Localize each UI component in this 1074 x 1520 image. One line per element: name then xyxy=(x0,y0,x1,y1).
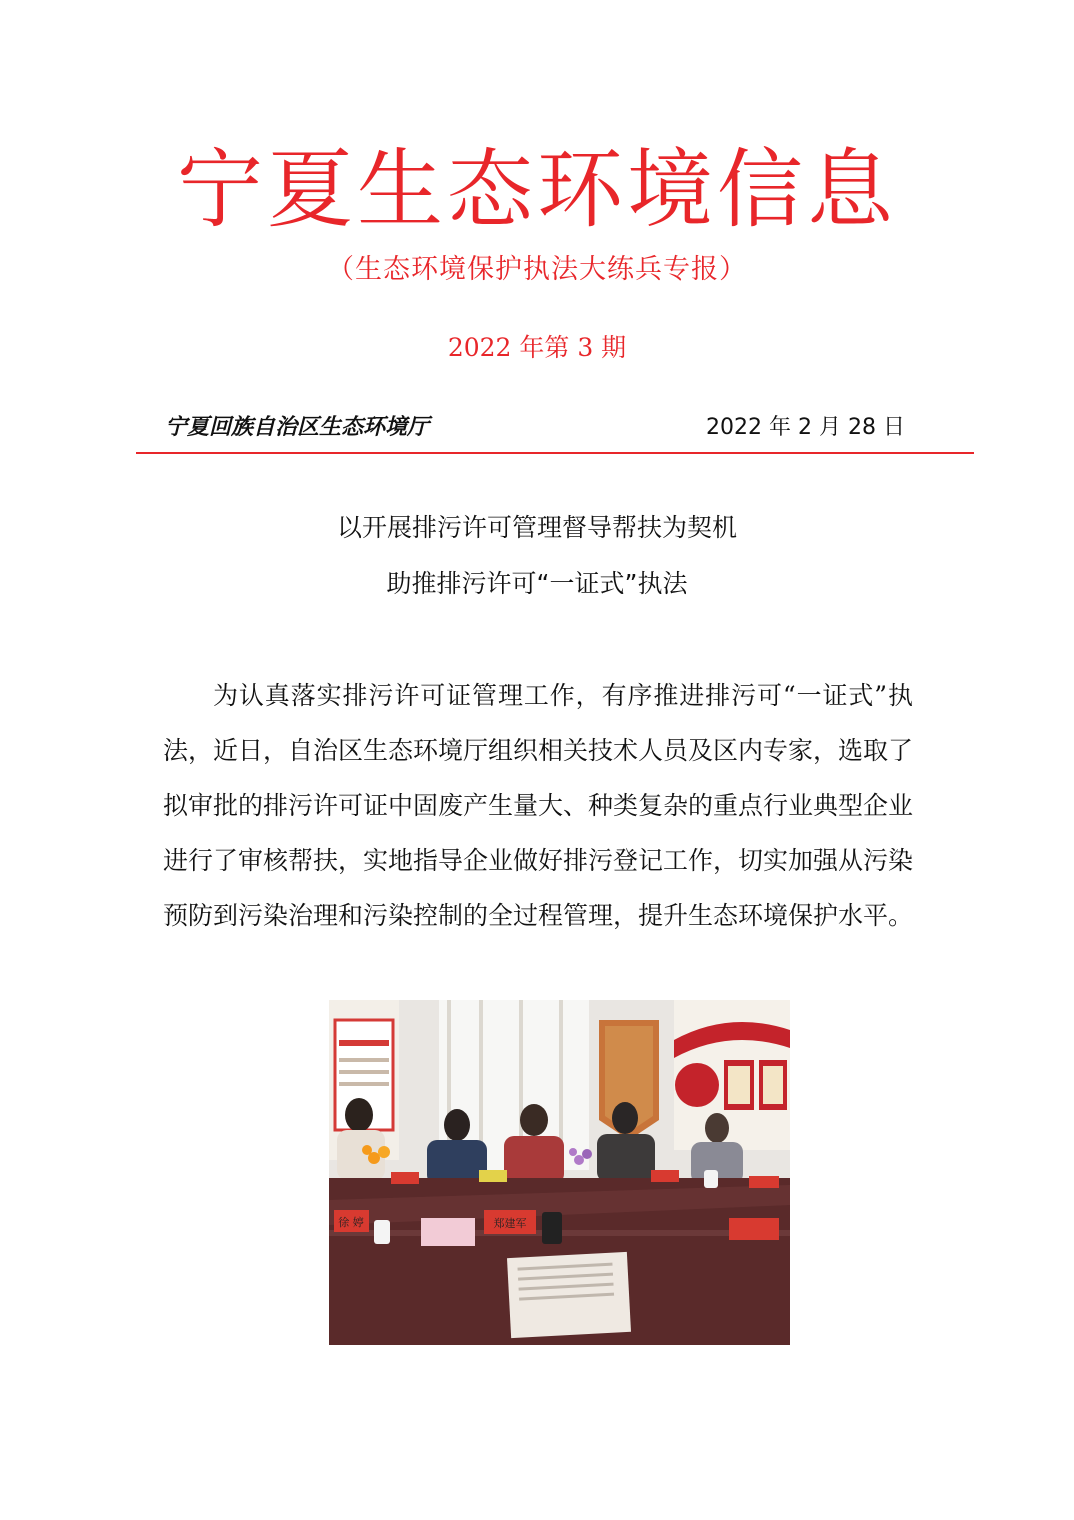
red-divider xyxy=(136,452,974,454)
publisher: 宁夏回族自治区生态环境厅 xyxy=(165,415,430,440)
info-row xyxy=(165,410,905,446)
masthead-subtitle: （生态环境保护执法大练兵专报） xyxy=(327,254,747,285)
article-body: 为认真落实排污许可证管理工作，有序推进排污可“一证式”执法，近日，自治区生态环境厅组织相关技术人员及区内专家，选取了拟审批的排污许可证中固废产生量大、种类复杂的重点行业典型企业进行了审核帮扶，实地指导企业做好排污登记工作，切实加强从污染预防到污染治理和污染控制的全过程管理，提升生态环境保护水平。 xyxy=(163,681,914,930)
meeting-photo-illustration xyxy=(329,1000,790,1345)
issue-number: 2022 年第 3 期 xyxy=(447,333,627,362)
publish-date: 2022 年 2 月 28 日 xyxy=(706,415,905,440)
name-card-left: 徐 婷 xyxy=(338,1216,364,1229)
masthead-title: 宁夏生态环境信息 xyxy=(177,140,897,240)
headline-line-2: 助推排污许可“一证式”执法 xyxy=(386,569,688,598)
meeting-photo xyxy=(329,1000,790,1345)
headline-line-1: 以开展排污许可管理督导帮扶为契机 xyxy=(336,513,737,542)
name-card-center: 郑建军 xyxy=(493,1217,527,1230)
